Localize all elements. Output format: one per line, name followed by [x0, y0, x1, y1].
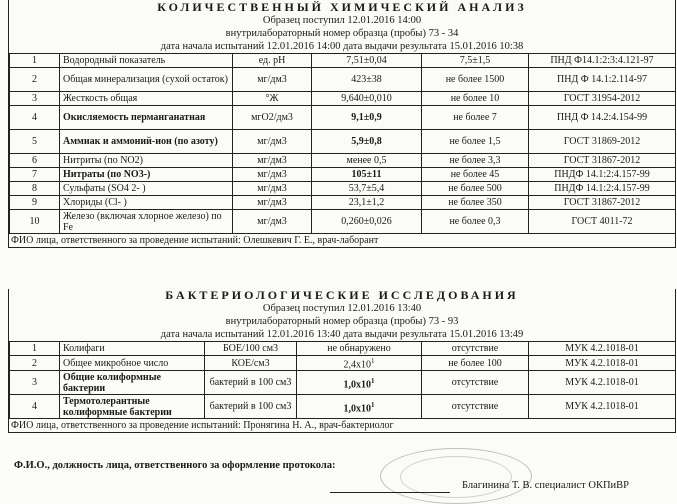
- row-number-text: 2: [32, 357, 37, 369]
- bact-section: [8, 289, 676, 433]
- row-indicator: [60, 210, 233, 234]
- row-indicator: [60, 154, 233, 168]
- row-method-text: ГОСТ 4011-72: [571, 216, 633, 227]
- table-row: [10, 371, 676, 395]
- signer-name: Благинина Т. В. специалист ОКПиВР: [462, 480, 630, 491]
- row-number-text: 7: [32, 169, 37, 180]
- row-unit-text: мгО2/дм3: [251, 112, 293, 123]
- row-method: [529, 154, 676, 168]
- row-result: [312, 92, 422, 106]
- row-result-text: не обнаружено: [327, 343, 391, 354]
- row-number-text: 6: [32, 155, 37, 166]
- row-number-text: 1: [32, 343, 37, 354]
- row-result: [312, 168, 422, 182]
- row-indicator-text: Общие колиформные бактерии: [63, 371, 161, 394]
- row-method-text: ГОСТ 31867-2012: [563, 197, 641, 208]
- row-result-text: 9,640±0,010: [341, 93, 392, 104]
- bact-lab-number: внутрилабораторный номер образца (пробы) 73 - 93: [225, 316, 459, 327]
- row-result: [312, 154, 422, 168]
- row-unit-text: мг/дм3: [257, 183, 287, 194]
- row-indicator: [60, 106, 233, 130]
- row-indicator: [60, 342, 205, 356]
- row-result: [297, 371, 422, 395]
- row-method: [529, 168, 676, 182]
- row-indicator: [60, 54, 233, 68]
- row-unit-text: мг/дм3: [257, 216, 287, 227]
- table-row: [10, 130, 676, 154]
- row-norm: [422, 130, 529, 154]
- chem-lab-number: внутрилабораторный номер образца (пробы) 73 - 34: [225, 28, 459, 39]
- row-indicator: [60, 356, 205, 371]
- table-row: [10, 106, 676, 130]
- row-indicator: [60, 196, 233, 210]
- row-number-text: 8: [32, 183, 37, 194]
- row-indicator-text: Железо (включая хлорное железо) по Fe: [63, 210, 222, 233]
- table-row: [10, 168, 676, 182]
- row-method: [529, 342, 676, 356]
- row-indicator: [60, 92, 233, 106]
- result-exponent: 1: [371, 400, 375, 409]
- row-method-text: ПНДФ 14.1:2:4.157-99: [554, 183, 650, 194]
- row-indicator-text: Сульфаты (SO4 2- ): [63, 183, 146, 194]
- row-number: [10, 196, 60, 210]
- row-unit-text: ед. pH: [258, 55, 286, 66]
- row-result: [312, 106, 422, 130]
- row-indicator-text: Водородный показатель: [63, 55, 166, 66]
- row-norm-text: не более 100: [448, 357, 502, 369]
- row-method: [529, 54, 676, 68]
- row-result-text: 105±11: [351, 169, 382, 180]
- row-method: [529, 356, 676, 371]
- table-row: [10, 182, 676, 196]
- row-method: [529, 106, 676, 130]
- row-indicator-text: Колифаги: [63, 343, 105, 354]
- bact-received: Образец поступил 12.01.2016 13:40: [262, 303, 422, 314]
- row-norm-text: не более 10: [450, 93, 500, 104]
- row-method: [529, 210, 676, 234]
- row-result-text: 423±38: [351, 74, 382, 85]
- row-norm: [422, 106, 529, 130]
- table-row: [10, 68, 676, 92]
- result-exponent: 1: [371, 357, 375, 365]
- row-result: [297, 356, 422, 371]
- row-number: [10, 106, 60, 130]
- table-row: [10, 356, 676, 371]
- row-unit-text: мг/дм3: [257, 74, 287, 85]
- row-norm: [422, 168, 529, 182]
- row-number: [10, 342, 60, 356]
- row-norm-text: не более 500: [448, 183, 502, 194]
- row-indicator: [60, 182, 233, 196]
- row-result: [312, 54, 422, 68]
- chem-responsible: ФИО лица, ответственного за проведение испытаний: Олешкевич Г. Е., врач-лаборант: [9, 234, 675, 248]
- row-unit: [233, 182, 312, 196]
- row-norm-text: отсутствие: [451, 377, 499, 389]
- row-method-text: МУК 4.2.1018-01: [565, 357, 639, 369]
- row-result-text: 9,1±0,9: [351, 112, 382, 123]
- table-row: [10, 54, 676, 68]
- row-unit: [233, 92, 312, 106]
- row-number: [10, 54, 60, 68]
- row-norm-text: не более 45: [450, 169, 500, 180]
- row-method-text: ГОСТ 31869-2012: [563, 136, 641, 147]
- row-indicator-text: Нитраты (по NO3-): [63, 169, 151, 180]
- row-method-text: ПНД Ф14.1:2:3:4.121-97: [550, 55, 654, 66]
- row-unit-text: бактерий в 100 см3: [209, 377, 292, 389]
- bact-responsible: ФИО лица, ответственного за проведение испытаний: Пронягина Н. А., врач-бактериолог: [9, 419, 675, 433]
- row-norm: [422, 92, 529, 106]
- row-norm-text: не более 350: [448, 197, 502, 208]
- row-indicator-text: Окисляемость перманганатная: [63, 112, 206, 123]
- row-number-text: 5: [32, 136, 37, 147]
- row-indicator: [60, 395, 205, 419]
- row-indicator-text: Жесткость общая: [63, 93, 138, 104]
- row-result-text: менее 0,5: [346, 155, 387, 166]
- row-result-text: 1,0x10: [343, 402, 371, 414]
- row-number: [10, 130, 60, 154]
- row-result-text: 23,1±1,2: [348, 197, 385, 208]
- row-norm-text: не более 3,3: [449, 155, 501, 166]
- row-norm-text: не более 1500: [445, 74, 505, 85]
- bact-dates: дата начала испытаний 12.01.2016 13:40 дата выдачи результата 15.01.2016 13:49: [160, 329, 524, 340]
- row-number: [10, 92, 60, 106]
- row-norm-text: 7,5±1,5: [459, 55, 491, 66]
- row-norm: [422, 182, 529, 196]
- row-unit-text: мг/дм3: [257, 155, 287, 166]
- row-unit: [205, 395, 297, 419]
- row-method-text: ГОСТ 31954-2012: [563, 93, 641, 104]
- row-norm-text: не более 7: [453, 112, 497, 123]
- row-result-text: 2,4x10: [343, 359, 371, 371]
- row-unit-text: БОЕ/100 см3: [222, 343, 279, 354]
- row-norm: [422, 196, 529, 210]
- chem-dates: дата начала испытаний 12.01.2016 14:00 дата выдачи результата 15.01.2016 10:38: [160, 41, 524, 52]
- row-norm-text: отсутствие: [451, 401, 499, 413]
- row-norm: [422, 154, 529, 168]
- row-result-text: 0,260±0,026: [341, 216, 392, 227]
- row-result: [297, 395, 422, 419]
- row-number: [10, 154, 60, 168]
- row-indicator-text: Аммиак и аммоний-ион (по азоту): [63, 136, 218, 147]
- row-method: [529, 92, 676, 106]
- row-number: [10, 210, 60, 234]
- table-row: [10, 92, 676, 106]
- row-indicator: [60, 371, 205, 395]
- row-unit-text: °Ж: [265, 93, 279, 104]
- row-number: [10, 371, 60, 395]
- row-result-text: 53,7±5,4: [348, 183, 385, 194]
- table-row: [10, 342, 676, 356]
- row-method: [529, 130, 676, 154]
- row-norm: [422, 68, 529, 92]
- row-result-text: 1,0x10: [343, 378, 371, 390]
- row-method: [529, 68, 676, 92]
- row-unit-text: КОЕ/см3: [231, 357, 270, 369]
- row-unit: [233, 210, 312, 234]
- row-unit: [233, 130, 312, 154]
- chem-section: [8, 0, 676, 248]
- row-result: [312, 182, 422, 196]
- row-result: [312, 196, 422, 210]
- row-norm-text: не более 0,3: [449, 216, 501, 227]
- bact-title: БАКТЕРИОЛОГИЧЕСКИЕ ИССЛЕДОВАНИЯ: [165, 288, 519, 302]
- row-number: [10, 395, 60, 419]
- row-number: [10, 168, 60, 182]
- table-row: [10, 210, 676, 234]
- row-number-text: 1: [32, 55, 37, 66]
- row-number-text: 3: [32, 93, 37, 104]
- row-indicator: [60, 130, 233, 154]
- row-norm-text: отсутствие: [451, 343, 499, 354]
- row-unit-text: мг/дм3: [257, 169, 287, 180]
- chem-table: [9, 53, 676, 234]
- row-norm: [422, 395, 529, 419]
- row-number-text: 9: [32, 197, 37, 208]
- row-indicator: [60, 168, 233, 182]
- row-result: [312, 210, 422, 234]
- row-number: [10, 356, 60, 371]
- chem-title: КОЛИЧЕСТВЕННЫЙ ХИМИЧЕСКИЙ АНАЛИЗ: [157, 0, 527, 14]
- chem-received: Образец поступил 12.01.2016 14:00: [262, 15, 422, 26]
- row-unit: [233, 196, 312, 210]
- bact-table: [9, 341, 676, 419]
- row-result: [312, 130, 422, 154]
- row-method: [529, 395, 676, 419]
- row-method-text: ПНД Ф 14.2:4.154-99: [556, 112, 648, 123]
- row-indicator-text: Термотолерантные колиформные бактерии: [63, 395, 172, 418]
- row-unit: [205, 371, 297, 395]
- row-unit: [233, 168, 312, 182]
- row-method: [529, 182, 676, 196]
- table-row: [10, 395, 676, 419]
- row-norm: [422, 356, 529, 371]
- result-exponent: 1: [371, 376, 375, 385]
- row-norm: [422, 342, 529, 356]
- row-norm: [422, 54, 529, 68]
- row-norm-text: не более 1,5: [449, 136, 501, 147]
- row-result-text: 5,9±0,8: [351, 136, 382, 147]
- row-number-text: 4: [32, 112, 37, 123]
- row-result: [312, 68, 422, 92]
- row-unit: [233, 106, 312, 130]
- row-method: [529, 196, 676, 210]
- row-method-text: МУК 4.2.1018-01: [565, 377, 639, 389]
- row-method: [529, 371, 676, 395]
- row-method-text: ПНДФ 14.1:2:4.157-99: [554, 169, 650, 180]
- row-number: [10, 182, 60, 196]
- table-row: [10, 154, 676, 168]
- row-method-text: ГОСТ 31867-2012: [563, 155, 641, 166]
- row-number: [10, 68, 60, 92]
- row-method-text: ПНД Ф 14.1:2.114-97: [557, 74, 647, 85]
- row-unit-text: мг/дм3: [257, 197, 287, 208]
- row-indicator: [60, 68, 233, 92]
- row-number-text: 4: [32, 401, 37, 413]
- row-unit: [205, 356, 297, 371]
- row-indicator-text: Общее микробное число: [63, 357, 169, 369]
- row-method-text: МУК 4.2.1018-01: [565, 343, 639, 354]
- signature-line: [330, 492, 450, 493]
- row-unit-text: бактерий в 100 см3: [209, 401, 292, 413]
- row-indicator-text: Нитриты (по NO2): [63, 155, 143, 166]
- row-unit-text: мг/дм3: [257, 136, 287, 147]
- row-norm: [422, 210, 529, 234]
- row-result: [297, 342, 422, 356]
- row-indicator-text: Хлориды (Cl- ): [63, 197, 127, 208]
- row-unit: [233, 54, 312, 68]
- row-unit: [205, 342, 297, 356]
- row-number-text: 2: [32, 74, 37, 85]
- row-number-text: 3: [32, 377, 37, 389]
- row-indicator-text: Общая минерализация (сухой остаток): [63, 74, 228, 85]
- row-number-text: 10: [29, 216, 40, 227]
- row-unit: [233, 154, 312, 168]
- row-norm: [422, 371, 529, 395]
- row-result-text: 7,51±0,04: [346, 55, 387, 66]
- row-unit: [233, 68, 312, 92]
- table-row: [10, 196, 676, 210]
- footer-label: Ф.И.О., должность лица, ответственного за оформление протокола:: [14, 460, 336, 471]
- row-method-text: МУК 4.2.1018-01: [565, 401, 639, 413]
